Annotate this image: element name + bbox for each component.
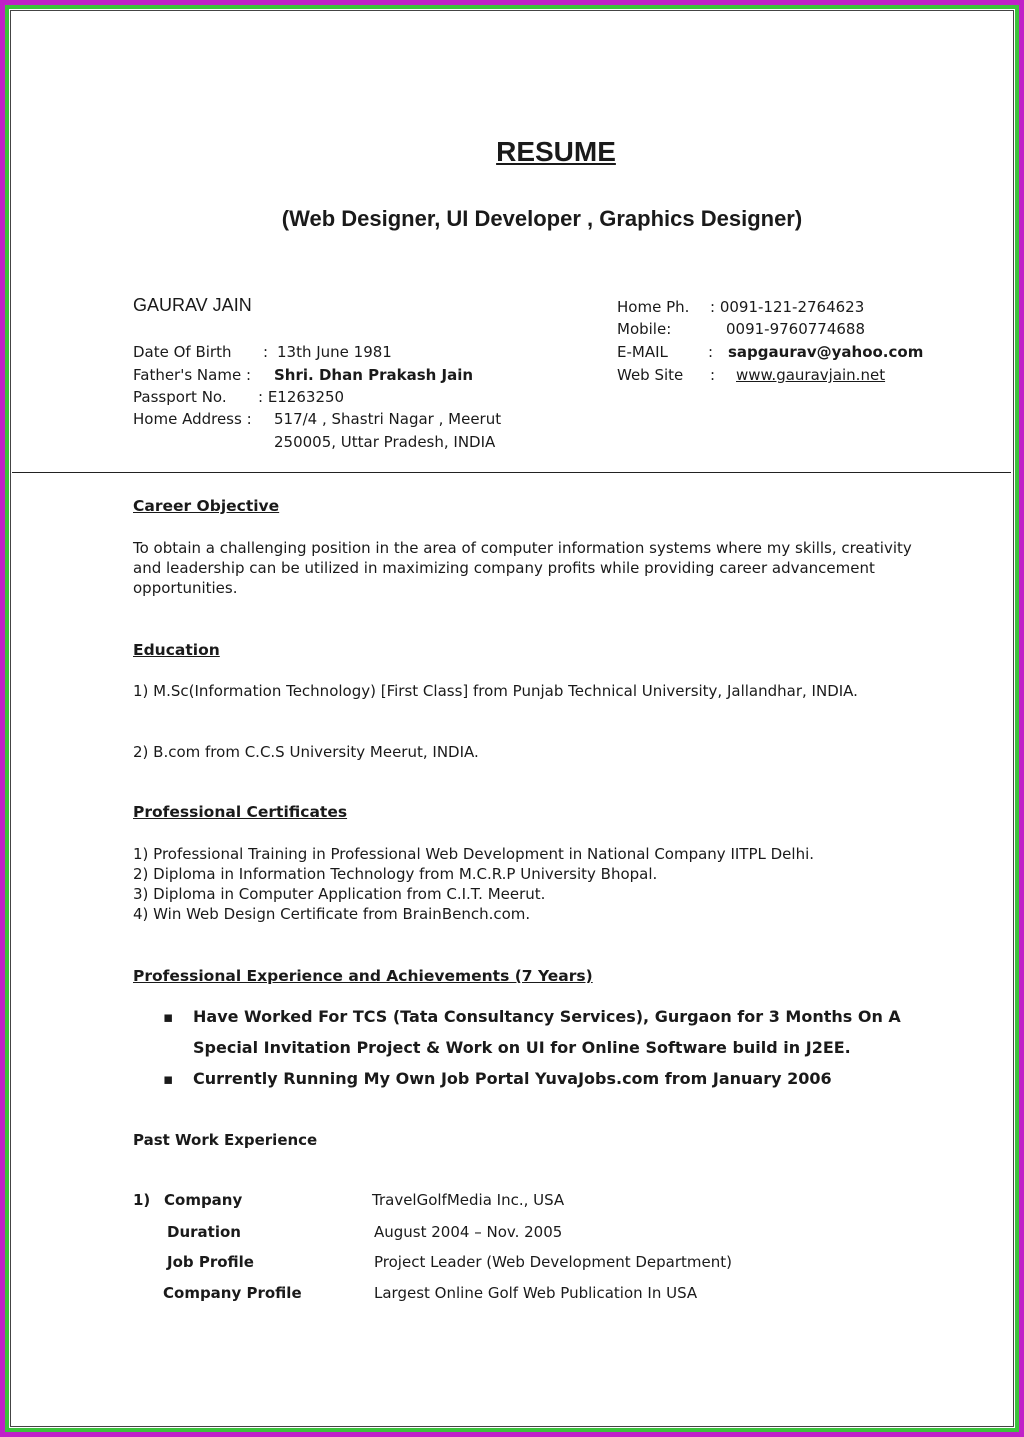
address-label: Home Address : [133, 410, 252, 428]
email-label: E-MAIL [617, 343, 668, 361]
website-separator: : [710, 366, 716, 384]
email-value[interactable]: sapgaurav@yahoo.com [728, 343, 924, 361]
job-profile-value: Project Leader (Web Development Department) [374, 1253, 732, 1271]
past-work-heading: Past Work Experience [133, 1131, 318, 1149]
dob-label: Date Of Birth [133, 343, 232, 361]
company-label: Company [164, 1191, 243, 1209]
home-phone-value: : 0091-121-2764623 [710, 298, 865, 316]
experience-bullet-2: Currently Running My Own Job Portal YuvaJobs.com from January 2006 [193, 1069, 832, 1088]
dob-separator: : [263, 343, 269, 361]
certificate-item: 3) Diploma in Computer Application from C.I.T. Meerut. [133, 885, 546, 903]
education-item: 1) M.Sc(Information Technology) [First Class] from Punjab Technical University, Jallandhar, INDIA. [133, 682, 858, 700]
passport-value: : E1263250 [258, 388, 345, 406]
mobile-label: Mobile: [617, 320, 672, 338]
certificate-item: 2) Diploma in Information Technology from M.C.R.P University Bhopal. [133, 865, 658, 883]
education-heading: Education [133, 641, 220, 659]
career-objective-text: To obtain a challenging position in the area of computer information systems where my skills, creativity and leadership can be utilized in maximizing company profits while providing career advancement opportunities. [133, 539, 912, 597]
company-value: TravelGolfMedia Inc., USA [372, 1191, 565, 1209]
passport-label: Passport No. [133, 388, 227, 406]
company-profile-label: Company Profile [163, 1284, 302, 1302]
home-phone-label: Home Ph. [617, 298, 690, 316]
father-label: Father's Name : [133, 366, 252, 384]
job-profile-label: Job Profile [167, 1253, 254, 1271]
certificate-item: 4) Win Web Design Certificate from BrainBench.com. [133, 905, 531, 923]
address-line-1: 517/4 , Shastri Nagar , Meerut [274, 410, 502, 428]
company-profile-value: Largest Online Golf Web Publication In USA [374, 1284, 698, 1302]
education-item: 2) B.com from C.C.S University Meerut, INDIA. [133, 743, 479, 761]
address-line-2: 250005, Uttar Pradesh, INDIA [274, 433, 496, 451]
experience-bullet-1-line-1: Have Worked For TCS (Tata Consultancy Services), Gurgaon for 3 Months On A [193, 1007, 901, 1026]
resume-title: RESUME [496, 136, 616, 167]
mobile-value: 0091-9760774688 [726, 320, 866, 338]
certificate-item: 1) Professional Training in Professional Web Development in National Company IITPL Delhi. [133, 845, 815, 863]
experience-bullet-1-line-2: Special Invitation Project & Work on UI for Online Software build in J2EE. [193, 1038, 851, 1057]
dob-value: 13th June 1981 [277, 343, 392, 361]
father-value: Shri. Dhan Prakash Jain [274, 366, 474, 384]
certificates-heading: Professional Certificates [133, 803, 348, 821]
resume-subtitle: (Web Designer, UI Developer , Graphics Designer) [281, 206, 803, 231]
bullet-icon: ▪ [163, 1008, 174, 1026]
bullet-icon: ▪ [163, 1070, 174, 1088]
candidate-name: GAURAV JAIN [133, 295, 252, 315]
experience-heading: Professional Experience and Achievements (7 Years) [133, 967, 593, 985]
past-work-number: 1) [133, 1191, 151, 1209]
duration-value: August 2004 – Nov. 2005 [374, 1223, 563, 1241]
website-label: Web Site [617, 366, 684, 384]
header-divider [12, 472, 1011, 473]
email-separator: : [708, 343, 714, 361]
career-objective-heading: Career Objective [133, 497, 280, 515]
website-link[interactable]: www.gauravjain.net [736, 366, 886, 384]
duration-label: Duration [167, 1223, 241, 1241]
